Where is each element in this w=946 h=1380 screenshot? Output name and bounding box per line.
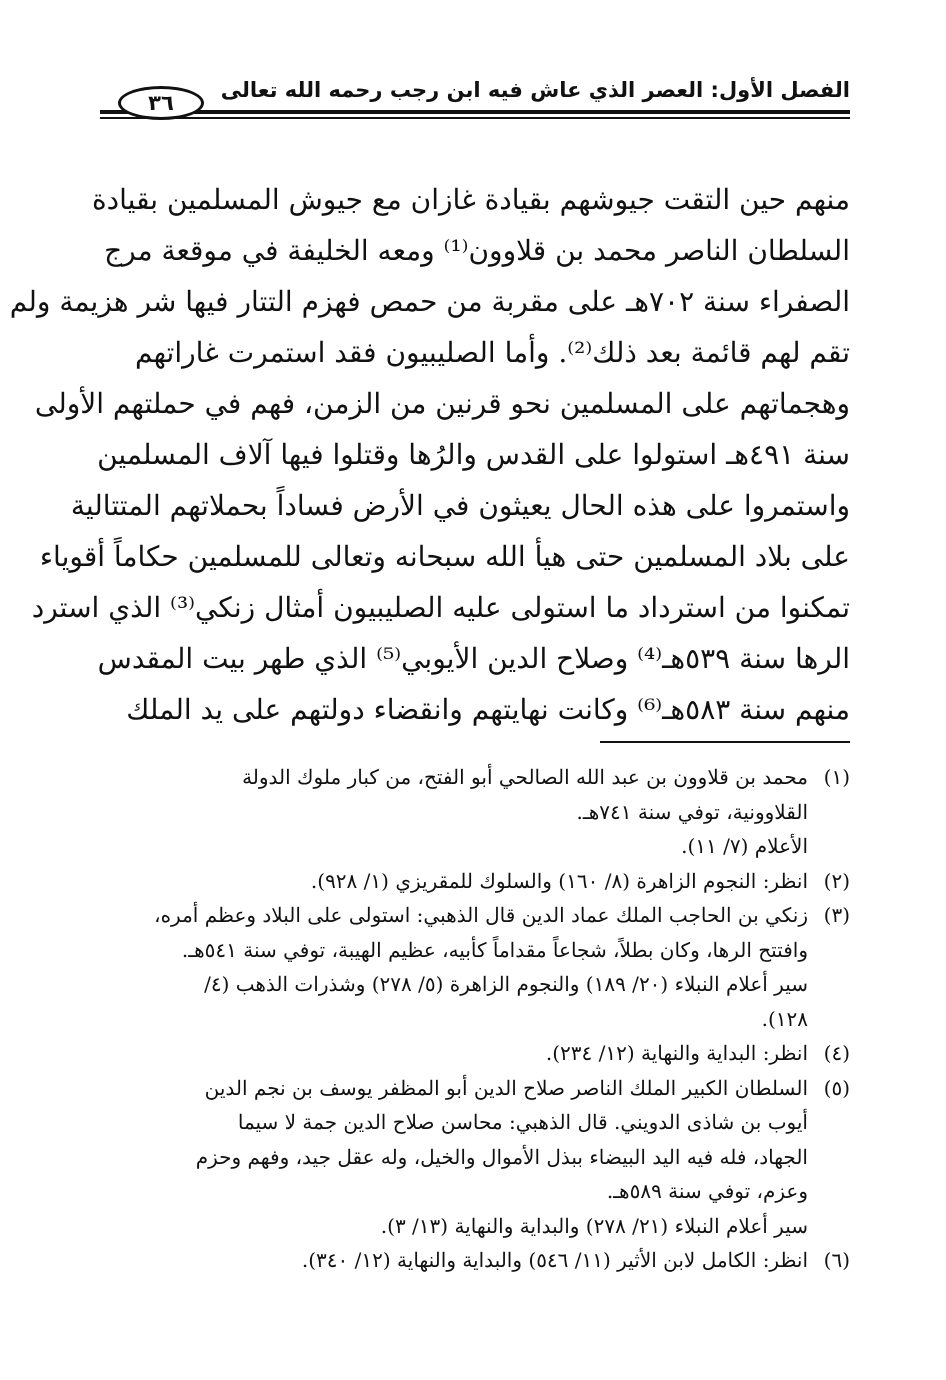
- footnote-line: [100, 1243, 850, 1278]
- footnote-line: [100, 829, 850, 864]
- footnote-text: السلطان الكبير الملك الناصر صلاح الدين أبو المظفر يوسف بن نجم الدين: [204, 1075, 808, 1100]
- footnote-line: [100, 795, 850, 830]
- footnote-text: وعزم، توفي سنة ٥٨٩هـ.: [606, 1179, 808, 1203]
- main-line: منهم حين التقت جيوشهم بقيادة غازان مع جيوش المسلمين بقيادة: [92, 183, 850, 216]
- footnote-line: [100, 760, 850, 795]
- footnote-line: [100, 1209, 850, 1244]
- main-line: السلطان الناصر محمد بن قلاوون⁽¹⁾ ومعه الخليفة في موقعة مرج: [104, 234, 850, 267]
- footnote-number: (٥): [823, 1075, 850, 1100]
- footnote-text: الجهاد، فله فيه اليد البيضاء ببذل الأموال والخيل، وله عقل جيد، وفهم وحزم: [195, 1144, 808, 1169]
- footnote-number: (٤): [823, 1041, 850, 1065]
- main-line: منهم سنة ٥٨٣هـ⁽⁶⁾ وكانت نهايتهم وانقضاء دولتهم على يد الملك: [126, 693, 850, 726]
- main-line: واستمروا على هذه الحال يعيثون في الأرض فساداً بحملاتهم المتتالية: [70, 489, 850, 522]
- footnote-line: [100, 1140, 850, 1175]
- footnote-text: ١٢٨).: [761, 1006, 808, 1031]
- main-text: [9, 174, 850, 735]
- footnote-text: وافتتح الرها، وكان بطلاً، شجاعاً مقداماً كأبيه، عظيم الهيبة، توفي سنة ٥٤١هـ.: [181, 937, 808, 962]
- main-line: الرها سنة ٥٣٩هـ⁽⁴⁾ وصلاح الدين الأيوبي⁽⁵⁾ الذي طهر بيت المقدس: [97, 642, 850, 675]
- footnote-line: [100, 864, 850, 899]
- footnote-number: (٢): [823, 868, 850, 893]
- footnote-line: [100, 967, 850, 1002]
- footnote-line: [100, 1002, 850, 1037]
- footnote-text: سير أعلام النبلاء (٢١/ ٢٧٨) والبداية والنهاية (١٣/ ٣).: [380, 1213, 808, 1238]
- footnote-text: الأعلام (٧/ ١١).: [681, 834, 808, 858]
- footnote-text: القلاوونية، توفي سنة ٧٤١هـ.: [576, 799, 808, 824]
- main-line: سنة ٤٩١هـ استولوا على القدس والرُها وقتلوا فيها آلاف المسلمين: [97, 438, 850, 471]
- footnotes: [100, 760, 850, 1278]
- footnote-text: انظر: الكامل لابن الأثير (١١/ ٥٤٦) والبداية والنهاية (١٢/ ٣٤٠).: [301, 1248, 808, 1272]
- page-number: ٣٦: [118, 86, 204, 120]
- footnote-text: محمد بن قلاوون بن عبد الله الصالحي أبو الفتح، من كبار ملوك الدولة: [242, 765, 808, 789]
- chapter-title: الفصل الأول: العصر الذي عاش فيه ابن رجب رحمه الله تعالى: [220, 78, 850, 102]
- page-header: [100, 70, 850, 126]
- header-rule-thick: [100, 110, 850, 114]
- footnote-line: [100, 1036, 850, 1071]
- header-rule-thin: [100, 117, 850, 119]
- main-line: تمكنوا من استرداد ما استولى عليه الصليبيون أمثال زنكي⁽³⁾ الذي استرد: [31, 591, 850, 624]
- footnote-separator: [600, 741, 850, 743]
- main-line: تقم لهم قائمة بعد ذلك⁽²⁾. وأما الصليبيون فقد استمرت غاراتهم: [135, 336, 850, 369]
- main-line: على بلاد المسلمين حتى هيأ الله سبحانه وتعالى للمسلمين حكاماً أقوياء: [39, 540, 850, 573]
- footnote-text: سير أعلام النبلاء (٢٠/ ١٨٩) والنجوم الزاهرة (٥/ ٢٧٨) وشذرات الذهب (٤/: [204, 972, 808, 996]
- footnote-text: انظر: النجوم الزاهرة (٨/ ١٦٠) والسلوك للمقريزي (١/ ٩٢٨).: [310, 868, 808, 893]
- footnote-text: زنكي بن الحاجب الملك عماد الدين قال الذهبي: استولى على البلاد وعظم أمره،: [154, 903, 808, 927]
- main-line: وهجماتهم على المسلمين نحو قرنين من الزمن، فهم في حملتهم الأولى: [34, 387, 850, 420]
- footnote-number: (٦): [823, 1248, 850, 1272]
- footnote-line: [100, 1071, 850, 1106]
- footnote-text: انظر: البداية والنهاية (١٢/ ٢٣٤).: [545, 1041, 808, 1065]
- footnote-line: [100, 898, 850, 933]
- footnote-number: (٣): [823, 903, 850, 927]
- main-line: الصفراء سنة ٧٠٢هـ على مقربة من حمص فهزم التتار فيها شر هزيمة ولم: [9, 285, 850, 318]
- footnote-line: [100, 933, 850, 968]
- footnote-line: [100, 1105, 850, 1140]
- footnote-text: أيوب بن شاذى الدويني. قال الذهبي: محاسن صلاح الدين جمة لا سيما: [237, 1110, 808, 1134]
- footnote-line: [100, 1174, 850, 1209]
- footnote-number: (١): [823, 765, 850, 789]
